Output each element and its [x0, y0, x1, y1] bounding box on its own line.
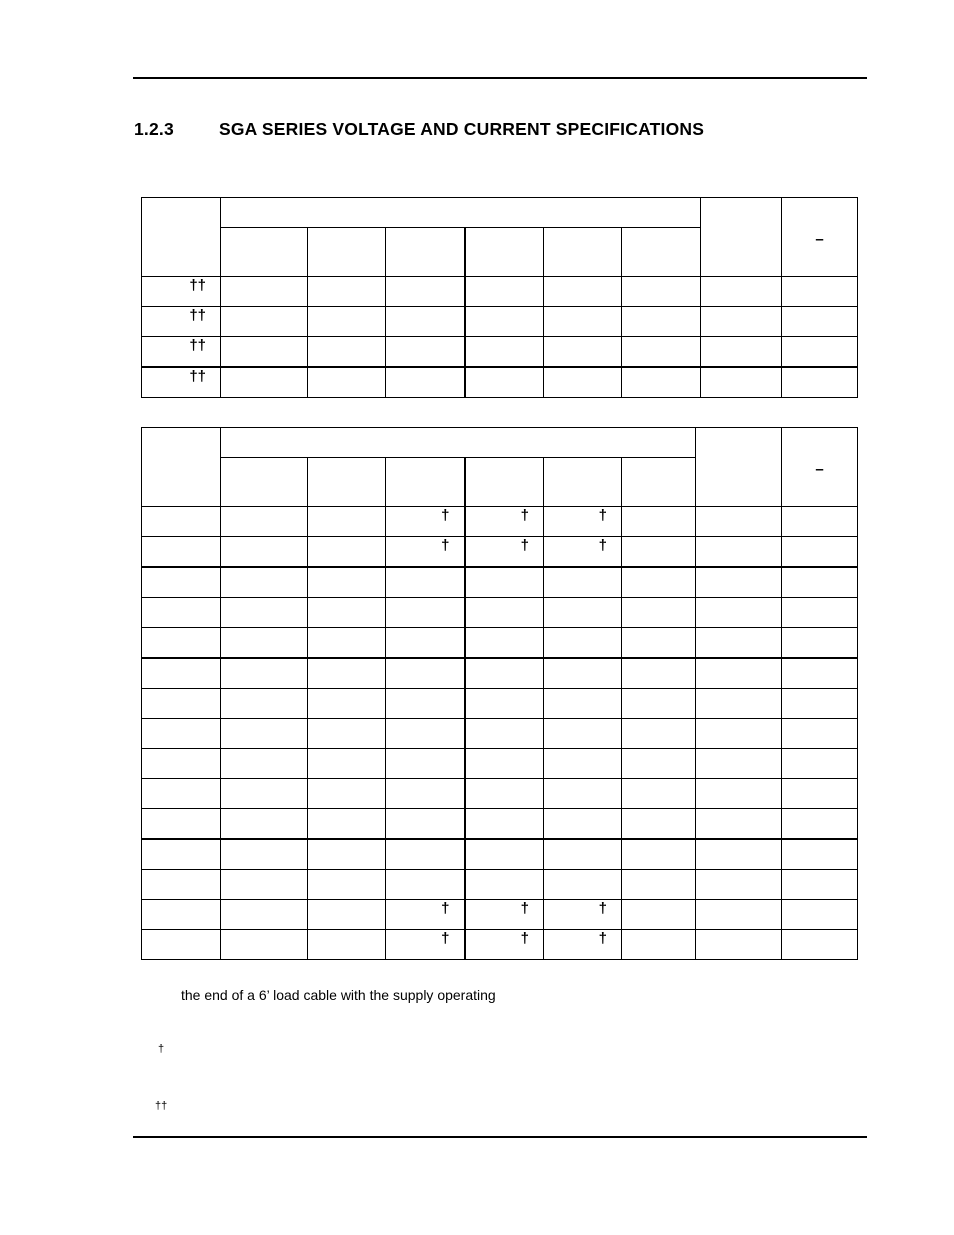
table-cell	[696, 900, 782, 930]
table-cell	[386, 839, 465, 870]
table-row	[142, 839, 858, 870]
dagger-mark: †	[520, 930, 529, 947]
table-cell	[308, 900, 386, 930]
table-row	[142, 567, 858, 598]
table-cell	[308, 628, 386, 659]
table-cell	[544, 719, 622, 749]
header-cell	[465, 228, 544, 277]
table-cell	[142, 507, 221, 537]
table-cell	[782, 628, 858, 659]
table-cell	[308, 749, 386, 779]
table-cell	[696, 809, 782, 840]
table-cell	[701, 277, 782, 307]
dagger-mark: †	[598, 900, 607, 917]
table-cell	[142, 537, 221, 568]
table-cell	[308, 870, 386, 900]
table-cell	[308, 839, 386, 870]
header-cell	[386, 228, 465, 277]
table-row	[142, 628, 858, 659]
model-cell	[142, 367, 221, 398]
table-cell	[696, 598, 782, 628]
table-cell	[142, 870, 221, 900]
table-cell	[465, 367, 544, 398]
table-cell	[221, 658, 308, 689]
table-row	[142, 870, 858, 900]
table-row	[142, 337, 858, 368]
table-cell	[696, 719, 782, 749]
table-note: the end of a 6’ load cable with the supply operating	[181, 987, 496, 1003]
table-cell	[622, 900, 696, 930]
table-cell	[696, 507, 782, 537]
table-cell	[622, 507, 696, 537]
table-cell	[465, 598, 544, 628]
table-cell	[465, 719, 544, 749]
table-cell	[782, 507, 858, 537]
table-cell	[782, 537, 858, 568]
table-cell	[308, 779, 386, 809]
table-cell	[782, 930, 858, 960]
table-row	[142, 689, 858, 719]
table-row	[142, 930, 858, 960]
table-cell	[386, 689, 465, 719]
table-cell	[308, 689, 386, 719]
table-row	[142, 598, 858, 628]
table-cell	[544, 507, 622, 537]
table-cell	[465, 567, 544, 598]
table-cell	[465, 307, 544, 337]
dagger-mark: †	[520, 537, 529, 554]
header-cell	[308, 228, 386, 277]
dagger-mark: †	[441, 537, 450, 554]
dagger-mark: †	[598, 930, 607, 947]
table-cell	[386, 809, 465, 840]
table-cell	[782, 900, 858, 930]
table-cell	[622, 277, 701, 307]
table-cell	[221, 779, 308, 809]
table-cell	[782, 779, 858, 809]
table-cell	[221, 598, 308, 628]
table-cell	[308, 598, 386, 628]
header-cell	[221, 198, 701, 228]
table-cell	[622, 337, 701, 368]
table-cell	[142, 809, 221, 840]
table-cell	[622, 537, 696, 568]
table-cell	[386, 870, 465, 900]
model-cell	[142, 277, 221, 307]
table-cell	[622, 307, 701, 337]
table-cell	[622, 749, 696, 779]
table-cell	[221, 537, 308, 568]
table-cell	[782, 809, 858, 840]
table-cell	[386, 719, 465, 749]
table-row	[142, 809, 858, 840]
table-cell	[701, 367, 782, 398]
model-cell	[142, 307, 221, 337]
table-row	[142, 367, 858, 398]
table-cell	[221, 719, 308, 749]
footnote-dagger: †	[158, 1043, 165, 1055]
table-cell	[544, 839, 622, 870]
table-row	[142, 658, 858, 689]
table-cell	[465, 779, 544, 809]
table-cell	[308, 537, 386, 568]
footnote-double-dagger: ††	[155, 1100, 168, 1112]
section-number: 1.2.3	[134, 119, 174, 139]
table-row	[142, 537, 858, 568]
table-cell	[622, 870, 696, 900]
table-cell	[544, 307, 622, 337]
header-cell	[622, 458, 696, 507]
double-dagger-mark: ††	[189, 307, 206, 324]
table-cell	[465, 658, 544, 689]
table-header-row	[142, 428, 858, 458]
section-heading	[134, 119, 704, 140]
table-cell	[386, 779, 465, 809]
table-cell	[221, 367, 308, 398]
table-cell	[465, 537, 544, 568]
table-cell	[544, 779, 622, 809]
table-row	[142, 307, 858, 337]
header-cell	[142, 198, 221, 277]
table-cell	[696, 779, 782, 809]
table-cell	[386, 537, 465, 568]
table-cell	[221, 870, 308, 900]
table-cell	[142, 749, 221, 779]
table-cell	[782, 719, 858, 749]
table-cell	[782, 749, 858, 779]
table-row	[142, 507, 858, 537]
table-cell	[622, 839, 696, 870]
header-cell	[544, 458, 622, 507]
table-cell	[782, 337, 858, 368]
table-cell	[465, 930, 544, 960]
table-cell	[622, 658, 696, 689]
table-cell	[386, 337, 465, 368]
table-row	[142, 277, 858, 307]
table-cell	[142, 658, 221, 689]
table-cell	[308, 507, 386, 537]
table-cell	[465, 689, 544, 719]
double-dagger-mark: ††	[189, 337, 206, 354]
table-cell	[465, 507, 544, 537]
table-cell	[544, 930, 622, 960]
table-cell	[622, 809, 696, 840]
table-cell	[221, 507, 308, 537]
table-cell	[386, 749, 465, 779]
table-cell	[782, 367, 858, 398]
table-cell	[701, 337, 782, 368]
double-dagger-mark: ††	[189, 368, 206, 385]
table-cell	[465, 337, 544, 368]
table-cell	[308, 367, 386, 398]
table-cell	[622, 598, 696, 628]
table-cell	[544, 749, 622, 779]
table-cell	[221, 628, 308, 659]
table-cell	[782, 277, 858, 307]
table-cell	[308, 930, 386, 960]
table-cell	[221, 337, 308, 368]
dagger-mark: †	[598, 507, 607, 524]
table-row	[142, 719, 858, 749]
table-cell	[696, 839, 782, 870]
dagger-mark: †	[520, 900, 529, 917]
table-cell	[544, 628, 622, 659]
table-cell	[386, 507, 465, 537]
dagger-mark: †	[520, 507, 529, 524]
header-cell	[308, 458, 386, 507]
table-cell	[386, 900, 465, 930]
table-cell	[544, 809, 622, 840]
header-cell	[696, 428, 782, 507]
spec-table-1	[141, 197, 858, 398]
table-cell	[221, 277, 308, 307]
table-cell	[622, 567, 696, 598]
dagger-mark: †	[598, 537, 607, 554]
table-cell	[622, 779, 696, 809]
table-cell	[142, 779, 221, 809]
table-cell	[782, 567, 858, 598]
table-cell	[544, 689, 622, 719]
table-cell	[622, 689, 696, 719]
footer-rule	[133, 1136, 867, 1138]
table-cell	[544, 900, 622, 930]
table-cell	[142, 628, 221, 659]
table-cell	[142, 598, 221, 628]
table-row	[142, 900, 858, 930]
table-cell	[308, 567, 386, 598]
table-cell	[544, 367, 622, 398]
table-cell	[308, 307, 386, 337]
table-cell	[465, 839, 544, 870]
table-cell	[544, 658, 622, 689]
table-cell	[782, 598, 858, 628]
table-cell	[142, 900, 221, 930]
table-cell	[696, 930, 782, 960]
table-cell	[544, 337, 622, 368]
table-cell	[221, 307, 308, 337]
table-cell	[782, 839, 858, 870]
header-cell	[142, 428, 221, 507]
table-cell	[622, 367, 701, 398]
table-cell	[221, 749, 308, 779]
table-cell	[696, 537, 782, 568]
table-cell	[386, 367, 465, 398]
table-cell	[142, 930, 221, 960]
table-cell	[465, 809, 544, 840]
table-cell	[782, 307, 858, 337]
table-cell	[696, 628, 782, 659]
table-header-row	[142, 198, 858, 228]
table-cell	[622, 628, 696, 659]
double-dagger-mark: ††	[189, 277, 206, 294]
table-cell	[221, 809, 308, 840]
header-cell	[221, 428, 696, 458]
table-cell	[142, 689, 221, 719]
dagger-mark: †	[441, 507, 450, 524]
table-cell	[544, 598, 622, 628]
model-cell	[142, 337, 221, 368]
header-cell	[465, 458, 544, 507]
table-cell	[308, 658, 386, 689]
table-cell	[386, 307, 465, 337]
dagger-mark: †	[441, 900, 450, 917]
table-cell	[308, 719, 386, 749]
table-cell	[782, 658, 858, 689]
table-cell	[696, 689, 782, 719]
table-cell	[386, 658, 465, 689]
table-cell	[622, 719, 696, 749]
header-cell: –	[782, 428, 858, 507]
table-cell	[782, 689, 858, 719]
table-cell	[221, 567, 308, 598]
header-cell	[622, 228, 701, 277]
table-cell	[782, 870, 858, 900]
header-cell	[701, 198, 782, 277]
table-cell	[308, 809, 386, 840]
table-cell	[221, 900, 308, 930]
spec-table-2	[141, 427, 858, 960]
table-cell	[696, 658, 782, 689]
table-cell	[142, 567, 221, 598]
dagger-mark: †	[441, 930, 450, 947]
table-cell	[386, 628, 465, 659]
table-cell	[696, 749, 782, 779]
table-cell	[386, 567, 465, 598]
table-cell	[701, 307, 782, 337]
table-cell	[221, 689, 308, 719]
table-cell	[221, 839, 308, 870]
header-rule	[133, 77, 867, 79]
table-row	[142, 779, 858, 809]
header-cell	[221, 458, 308, 507]
table-cell	[465, 628, 544, 659]
table-cell	[622, 930, 696, 960]
table-cell	[142, 719, 221, 749]
header-cell: –	[782, 198, 858, 277]
table-cell	[465, 870, 544, 900]
header-cell	[221, 228, 308, 277]
table-cell	[465, 749, 544, 779]
table-cell	[221, 930, 308, 960]
table-cell	[544, 277, 622, 307]
table-cell	[544, 870, 622, 900]
table-cell	[465, 277, 544, 307]
table-cell	[696, 870, 782, 900]
table-cell	[308, 337, 386, 368]
table-cell	[142, 839, 221, 870]
header-cell	[386, 458, 465, 507]
section-title: SGA SERIES VOLTAGE AND CURRENT SPECIFICATIONS	[219, 119, 705, 139]
table-cell	[696, 567, 782, 598]
table-cell	[544, 567, 622, 598]
header-cell	[544, 228, 622, 277]
table-row	[142, 749, 858, 779]
table-cell	[386, 277, 465, 307]
table-cell	[386, 598, 465, 628]
table-cell	[544, 537, 622, 568]
table-cell	[465, 900, 544, 930]
table-cell	[386, 930, 465, 960]
table-cell	[308, 277, 386, 307]
